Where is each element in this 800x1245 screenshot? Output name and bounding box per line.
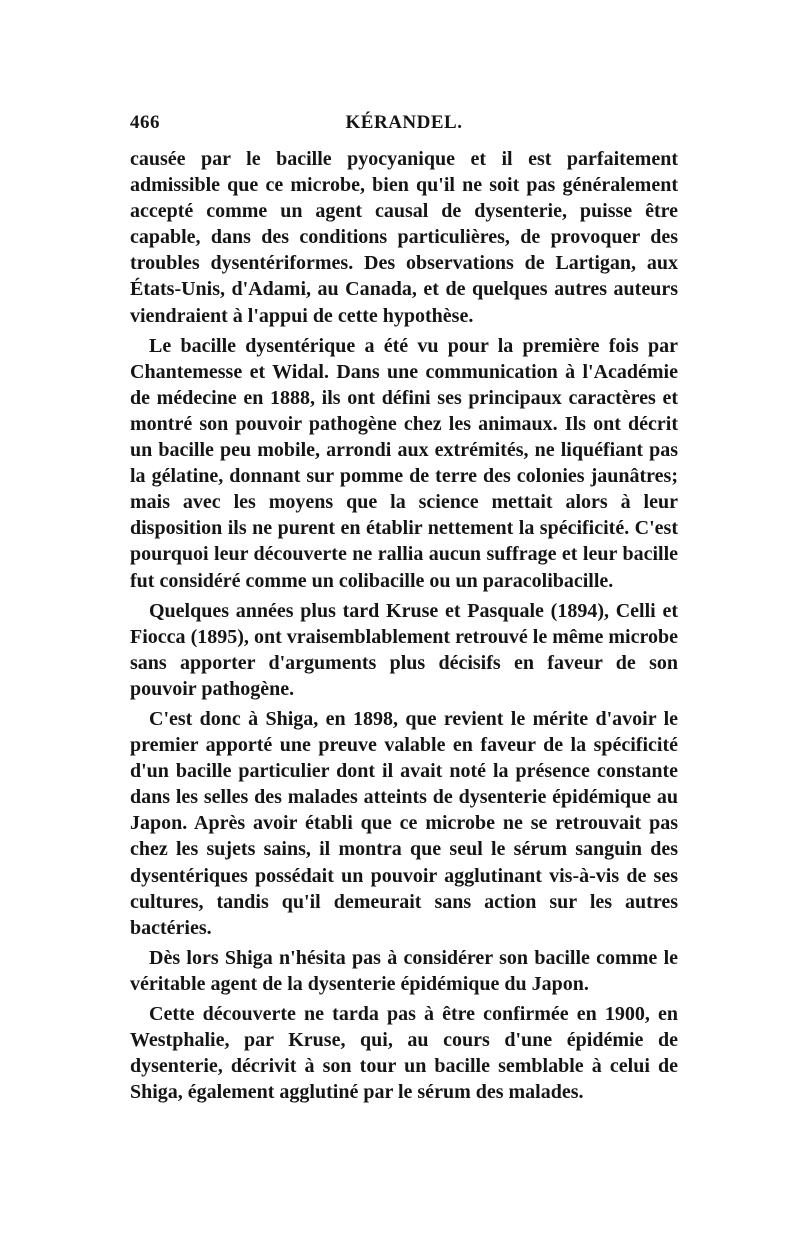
running-title: KÉRANDEL. <box>345 112 463 133</box>
page-number: 466 <box>130 112 160 133</box>
paragraph: C'est donc à Shiga, en 1898, que revient le mérite d'avoir le premier apporté une preuve valable en faveur de la spécificité d'un bacille particulier dont il avait noté la présence constante dans les selles des malades atteints de dysenterie épidémique au Japon. Après avoir établi que ce microbe ne se retrouvait pas chez les sujets sains, il montra que seul le sérum sanguin des dysentériques possédait un pouvoir agglutinant vis-à-vis de ses cultures, tandis qu'il demeurait sans action sur les autres bactéries. <box>130 707 678 939</box>
paragraph: Le bacille dysentérique a été vu pour la première fois par Chantemesse et Widal. Dans une communication à l'Académie de médecine en 1888, ils ont défini ses principaux caractères et montré son pouvoir pathogène chez les animaux. Ils ont décrit un bacille peu mobile, arrondi aux extrémités, ne liquéfiant pas la gélatine, donnant sur pomme de terre des colonies jaunâtres; mais avec les moyens que la science mettait alors à leur disposition ils ne purent en établir nettement la spécificité. C'est pourquoi leur découverte ne rallia aucun suffrage et leur bacille fut considéré comme un colibacille ou un paracolibacille. <box>130 334 678 592</box>
body-text <box>130 146 678 1109</box>
running-head <box>130 112 678 142</box>
paragraph: Dès lors Shiga n'hésita pas à considérer son bacille comme le véritable agent de la dysenterie épidémique du Japon. <box>130 946 678 995</box>
paragraph: Quelques années plus tard Kruse et Pasquale (1894), Celli et Fiocca (1895), ont vraisemblablement retrouvé le même microbe sans apporter d'arguments plus décisifs en faveur de son pouvoir pathogène. <box>130 599 678 700</box>
paragraph: Cette découverte ne tarda pas à être confirmée en 1900, en Westphalie, par Kruse, qui, au cours d'une épidémie de dysenterie, décrivit à son tour un bacille semblable à celui de Shiga, également agglutiné par le sérum des malades. <box>130 1003 678 1104</box>
paragraph-continued: causée par le bacille pyocyanique et il est parfaitement admissible que ce microbe, bien qu'il ne soit pas généralement accepté comme un agent causal de dysenterie, puisse être capable, dans des conditions particulières, de provoquer des troubles dysentériformes. Des observations de Lartigan, aux États-Unis, d'Adami, au Canada, et de quelques autres auteurs viendraient à l'appui de cette hypothèse. <box>130 148 678 327</box>
